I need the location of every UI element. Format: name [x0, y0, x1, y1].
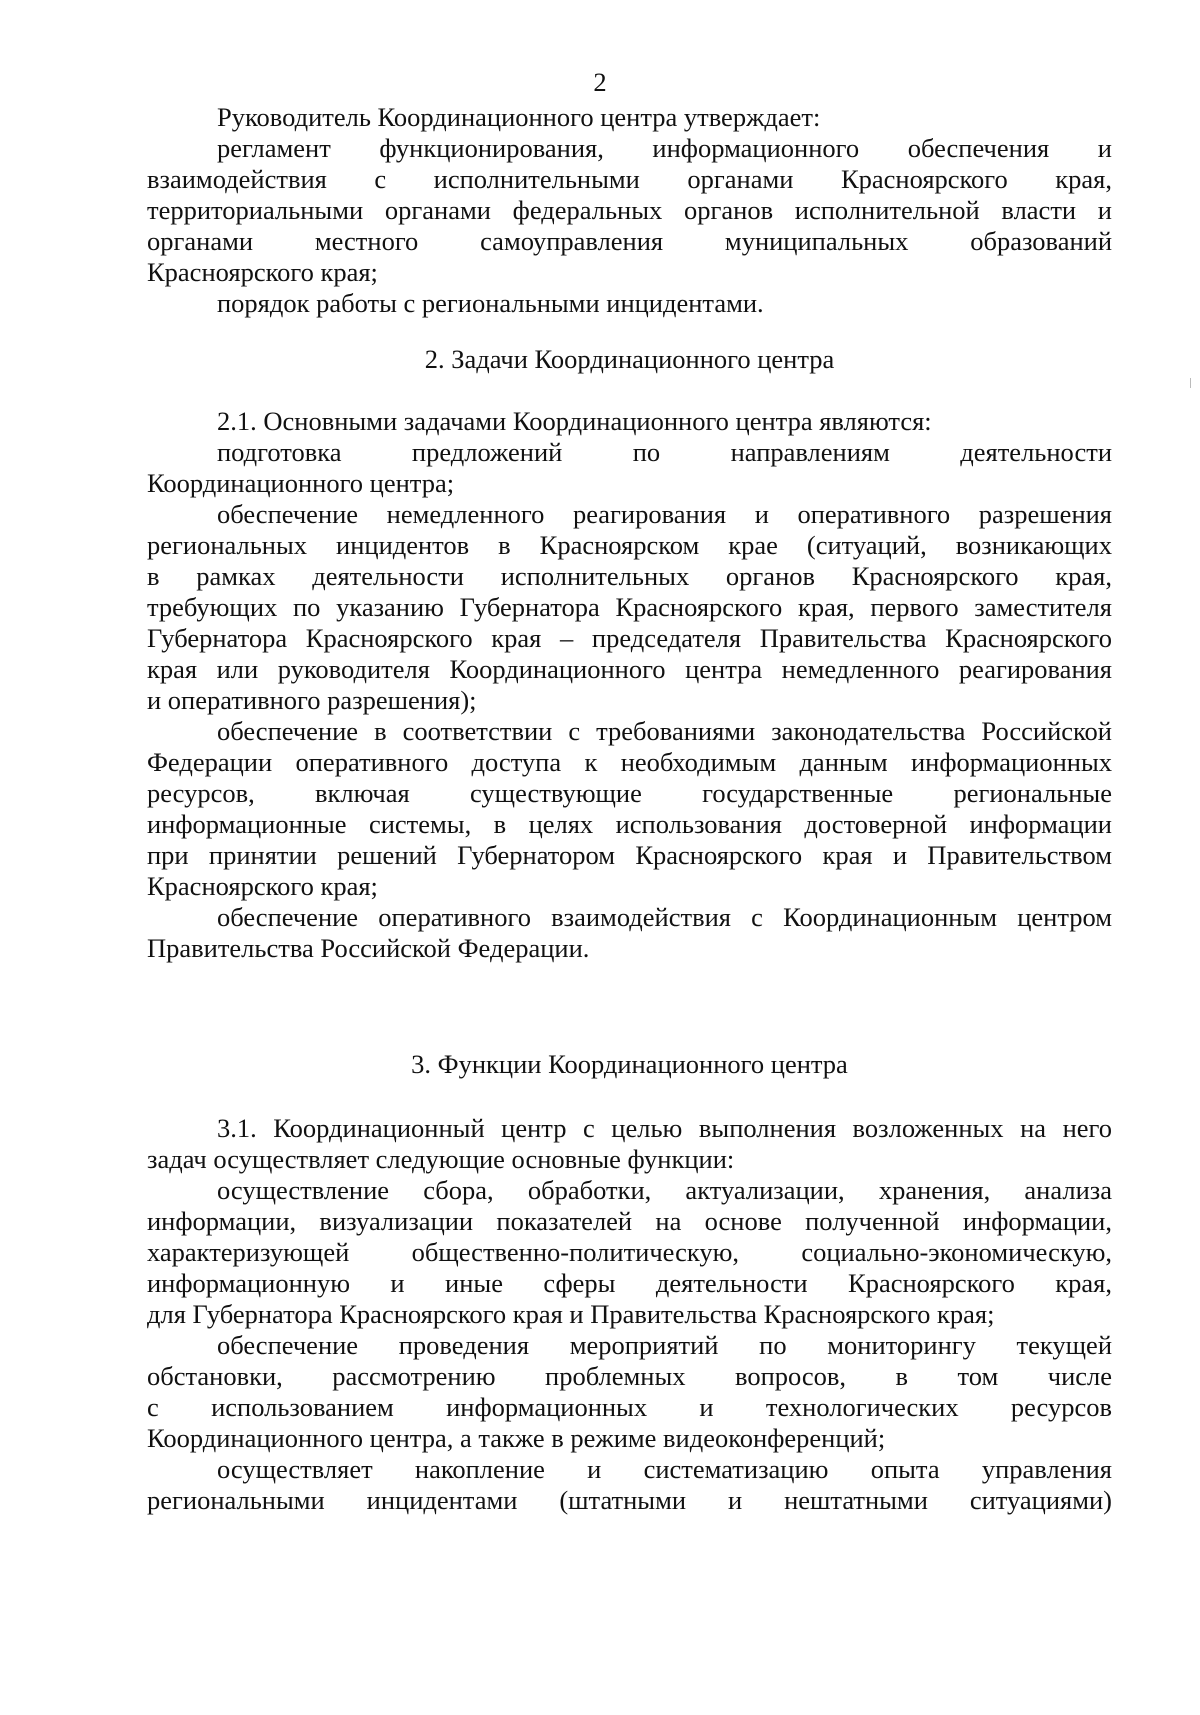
s3-function-line: осуществление сбора, обработки, актуализации, хранения, анализа: [217, 1175, 1112, 1205]
s2-task-4: [147, 902, 1112, 964]
s2-task-line: региональных инцидентов в Красноярском крае (ситуаций, возникающих: [147, 530, 1112, 560]
s2-task-line: обеспечение в соответствии с требованиями законодательства Российской: [217, 716, 1112, 746]
s3-function-line: информации, визуализации показателей на основе полученной информации,: [147, 1206, 1112, 1236]
s3-function-line: региональными инцидентами (штатными и нештатными ситуациями): [147, 1485, 1112, 1515]
s2-task-line: требующих по указанию Губернатора Красноярского края, первого заместителя: [147, 592, 1112, 622]
s2-task-line: Федерации оперативного доступа к необходимым данным информационных: [147, 747, 1112, 777]
section-3-body: [147, 1113, 1112, 1516]
scan-artifact-mark: [1190, 378, 1191, 388]
s3-function-line: информационную и иные сферы деятельности Красноярского края,: [147, 1268, 1112, 1298]
s2-task-line: при принятии решений Губернатором Красноярского края и Правительством: [147, 840, 1112, 870]
intro-item-1-line: территориальными органами федеральных органов исполнительной власти и: [147, 195, 1112, 225]
s2-task-line: Координационного центра;: [147, 468, 455, 498]
s3-function-1: [147, 1175, 1112, 1330]
section-3-heading: 3. Функции Координационного центра: [411, 1049, 848, 1079]
s3-function-2: [147, 1330, 1112, 1454]
s3-function-3: [147, 1454, 1112, 1516]
section-2-heading: 2. Задачи Координационного центра: [424, 344, 835, 374]
s2-task-line: ресурсов, включая существующие государственные региональные: [147, 778, 1112, 808]
s2-task-2: [147, 499, 1112, 716]
s2-task-line: в рамках деятельности исполнительных органов Красноярского края,: [147, 561, 1112, 591]
s2-task-line: Правительства Российской Федерации.: [147, 933, 590, 963]
intro-item-1-line: взаимодействия с исполнительными органами Красноярского края,: [147, 164, 1112, 194]
s3-1-intro-line: 3.1. Координационный центр с целью выполнения возложенных на него: [217, 1113, 1112, 1143]
section-2-heading-wrap: [147, 343, 1112, 376]
s3-function-line: обстановки, рассмотрению проблемных вопросов, в том числе: [147, 1361, 1112, 1391]
s2-task-line: информационные системы, в целях использования достоверной информации: [147, 809, 1112, 839]
intro-item-1-line: регламент функционирования, информационного обеспечения и: [217, 133, 1112, 163]
s3-1-intro-line: задач осуществляет следующие основные функции:: [147, 1144, 735, 1174]
s3-function-line: с использованием информационных и технологических ресурсов: [147, 1392, 1112, 1422]
s2-task-line: края или руководителя Координационного центра немедленного реагирования: [147, 654, 1112, 684]
section-3-heading-wrap: [147, 1048, 1112, 1081]
intro-item-1-line: органами местного самоуправления муниципальных образований: [147, 226, 1112, 256]
page-number: 2: [593, 67, 607, 97]
s3-1-intro: [147, 1113, 1112, 1175]
section-2-body: [147, 406, 1112, 964]
s2-task-1: [147, 437, 1112, 499]
s2-task-line: Губернатора Красноярского края – председателя Правительства Красноярского: [147, 623, 1112, 653]
s3-function-line: Координационного центра, а также в режиме видеоконференций;: [147, 1423, 886, 1453]
s3-function-line: характеризующей общественно-политическую, социально-экономическую,: [147, 1237, 1112, 1267]
s2-task-line: Красноярского края;: [147, 871, 378, 901]
intro-line: Руководитель Координационного центра утверждает:: [217, 102, 821, 132]
s2-task-line: подготовка предложений по направлениям деятельности: [217, 437, 1112, 467]
s3-function-line: для Губернатора Красноярского края и Правительства Красноярского края;: [147, 1299, 995, 1329]
s3-function-line: осуществляет накопление и систематизацию опыта управления: [217, 1454, 1112, 1484]
s2-task-line: обеспечение немедленного реагирования и оперативного разрешения: [217, 499, 1112, 529]
s2-1-intro: 2.1. Основными задачами Координационного центра являются:: [217, 406, 932, 436]
intro-block: [147, 102, 1112, 319]
intro-item-1-line: Красноярского края;: [147, 257, 378, 287]
s2-task-line: обеспечение оперативного взаимодействия с Координационным центром: [217, 902, 1112, 932]
s3-function-line: обеспечение проведения мероприятий по мониторингу текущей: [217, 1330, 1112, 1360]
s2-task-3: [147, 716, 1112, 902]
s2-task-line: и оперативного разрешения);: [147, 685, 477, 715]
intro-item-1: [147, 133, 1112, 288]
intro-item-2: порядок работы с региональными инцидентами.: [217, 288, 764, 318]
